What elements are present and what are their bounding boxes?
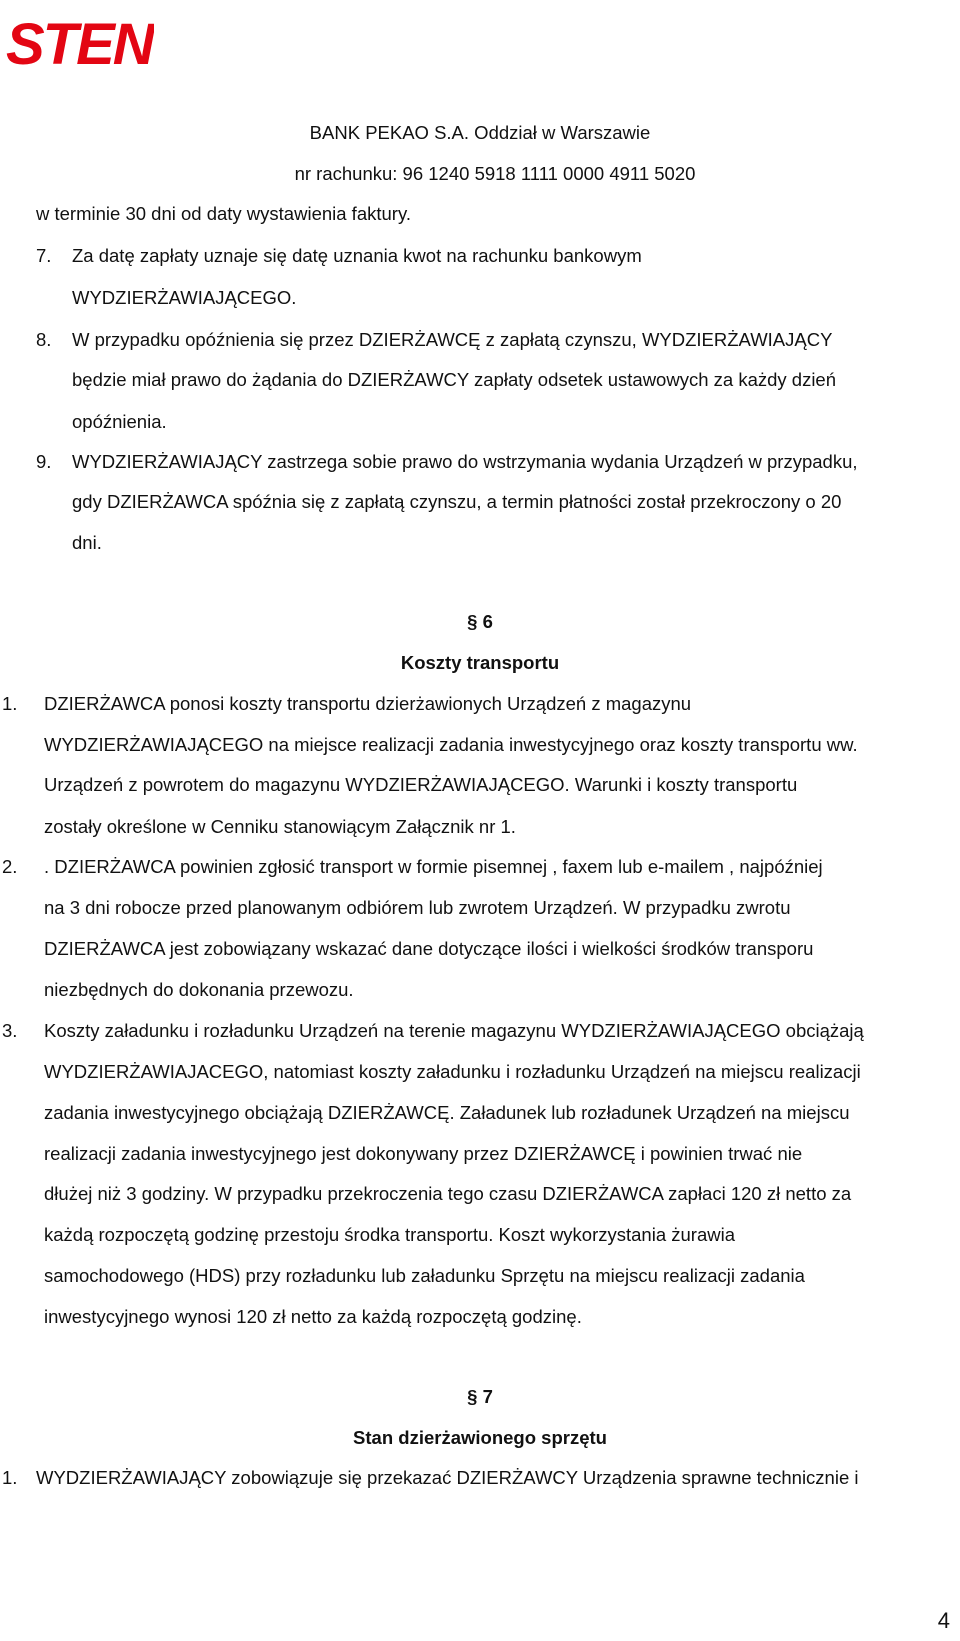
paragraph-line: DZIERŻAWCA ponosi koszty transportu dzierżawionych Urządzeń z magazynu: [44, 693, 692, 714]
page-number: 4: [937, 1608, 950, 1633]
paragraph-line: każdą rozpoczętą godzinę przestoju środka transportu. Koszt wykorzystania żurawia: [44, 1224, 736, 1245]
section-title: Stan dzierżawionego sprzętu: [353, 1427, 607, 1448]
paragraph-line: gdy DZIERŻAWCA spóźnia się z zapłatą czynszu, a termin płatności został przekroczony o 20: [72, 491, 842, 512]
item-number: 1.: [2, 693, 18, 714]
paragraph-line: WYDZIERŻAWIAJACEGO, natomiast koszty załadunku i rozładunku Urządzeń na miejscu realizacji: [44, 1061, 861, 1082]
paragraph-line: realizacji zadania inwestycyjnego jest dokonywany przez DZIERŻAWCĘ i powinien trwać nie: [44, 1143, 803, 1164]
paragraph-line: WYDZIERŻAWIAJĄCY zobowiązuje się przekazać DZIERŻAWCY Urządzenia sprawne technicznie i: [36, 1467, 859, 1488]
item-number: 9.: [36, 451, 52, 472]
paragraph-line: inwestycyjnego wynosi 120 zł netto za każdą rozpoczętą godzinę.: [44, 1306, 582, 1327]
paragraph-line: niezbędnych do dokonania przewozu.: [44, 979, 354, 1000]
paragraph-line: dłużej niż 3 godziny. W przypadku przekroczenia tego czasu DZIERŻAWCA zapłaci 120 zł netto za: [44, 1183, 852, 1204]
section-number: § 6: [467, 611, 493, 632]
paragraph-line: opóźnienia.: [72, 411, 167, 432]
item-number: 8.: [36, 329, 52, 350]
bank-account: nr rachunku: 96 1240 5918 1111 0000 4911 5020: [294, 163, 696, 184]
paragraph-line: samochodowego (HDS) przy rozładunku lub załadunku Sprzętu na miejscu realizacji zadania: [44, 1265, 805, 1286]
paragraph-line: Urządzeń z powrotem do magazynu WYDZIERŻAWIAJĄCEGO. Warunki i koszty transportu: [44, 774, 798, 795]
paragraph-line: WYDZIERŻAWIAJĄCEGO.: [72, 287, 297, 308]
sten-logo: [4, 12, 154, 72]
paragraph-line: DZIERŻAWCA jest zobowiązany wskazać dane dotyczące ilości i wielkości środków transporu: [44, 938, 814, 959]
item-number: 2.: [2, 856, 18, 877]
paragraph-line: Koszty załadunku i rozładunku Urządzeń na terenie magazynu WYDZIERŻAWIAJĄCEGO obciążają: [44, 1020, 864, 1041]
section-number: § 7: [467, 1386, 493, 1407]
svg-text:STEN: STEN: [6, 12, 153, 72]
paragraph-line: W przypadku opóźnienia się przez DZIERŻAWCĘ z zapłatą czynszu, WYDZIERŻAWIAJĄCY: [72, 329, 833, 350]
section-title: Koszty transportu: [400, 652, 560, 673]
intro-line: w terminie 30 dni od daty wystawienia faktury.: [36, 203, 411, 224]
item-number: 1.: [2, 1467, 18, 1488]
paragraph-line: będzie miał prawo do żądania do DZIERŻAWCY zapłaty odsetek ustawowych za każdy dzień: [72, 369, 837, 390]
paragraph-line: na 3 dni robocze przed planowanym odbiórem lub zwrotem Urządzeń. W przypadku zwrotu: [44, 897, 791, 918]
paragraph-line: dni.: [72, 532, 102, 553]
paragraph-line: Za datę zapłaty uznaje się datę uznania kwot na rachunku bankowym: [72, 245, 642, 266]
paragraph-line: zostały określone w Cenniku stanowiącym Załącznik nr 1.: [44, 816, 516, 837]
bank-name: BANK PEKAO S.A. Oddział w Warszawie: [309, 122, 651, 143]
paragraph-line: WYDZIERŻAWIAJĄCEGO na miejsce realizacji zadania inwestycyjnego oraz koszty transportu ww.: [44, 734, 858, 755]
paragraph-line: WYDZIERŻAWIAJĄCY zastrzega sobie prawo do wstrzymania wydania Urządzeń w przypadku,: [72, 451, 858, 472]
paragraph-line: zadania inwestycyjnego obciążają DZIERŻAWCĘ. Załadunek lub rozładunek Urządzeń na miejscu: [44, 1102, 850, 1123]
item-number: 7.: [36, 245, 52, 266]
item-number: 3.: [2, 1020, 18, 1041]
paragraph-line: . DZIERŻAWCA powinien zgłosić transport w formie pisemnej , faxem lub e-mailem , najpóźniej: [44, 856, 823, 877]
